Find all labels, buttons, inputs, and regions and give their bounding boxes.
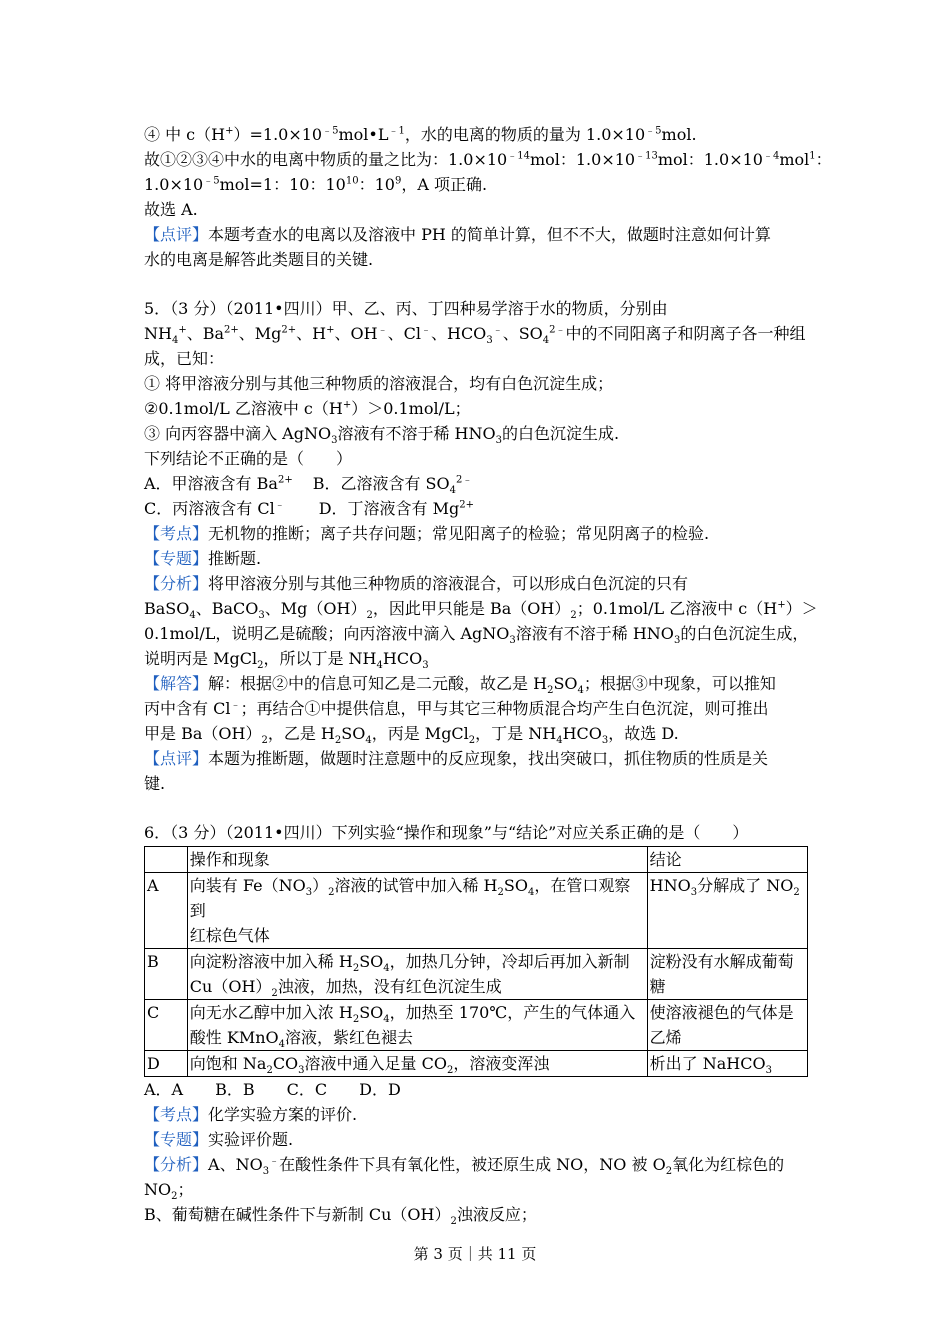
page-content bbox=[144, 122, 832, 1228]
text-line: 故①②③④中水的电离中物质的量之比为：$1.0\times 10^{﹣14}mol$：$1.0\times 10^{﹣13}mol$：$1.0\times 10^{﹣4}mol^1$： bbox=[144, 150, 832, 169]
text-line: ④ 中 $c(H^+)=1.0\times 10^{﹣5}mol•L^{﹣1}$，水的电离的物质的量为 $1.0\times 10^{﹣5}mol$. bbox=[144, 125, 697, 144]
text-line: B、葡萄糖在碱性条件下与新制 $Cu(OH)_2$浊液反应； bbox=[144, 1205, 537, 1228]
zhuanti-line: 【专题】实验评价题. bbox=[144, 1130, 294, 1149]
text-line: ① 将甲溶液分别与其他三种物质的溶液混合，均有白色沉淀生成； bbox=[144, 374, 614, 393]
text-line: 甲是 $Ba(OH)_2$，乙是 $H_2SO_4$，丙是 MgCl$_2$，丁是 $NH_4HCO_3$，故选 D. bbox=[144, 724, 679, 747]
option-a: A．甲溶液含有 $Ba^{2+}$ bbox=[144, 474, 293, 493]
jieda-line: 【解答】解：根据②中的信息可知乙是二元酸，故乙是 $H_2SO_4$；根据③中现象，可以推知 bbox=[144, 674, 776, 697]
text-line: 下列结论不正确的是（ ） bbox=[144, 449, 353, 468]
option-row: A．A B．B C．C D．D bbox=[144, 1080, 401, 1099]
header-conclusion: 结论 bbox=[647, 847, 807, 873]
table-row: D 向饱和 $Na_2CO_3$溶液中通入足量 $CO_2$，溶液变浑浊 析出了 NaHCO$_3$ bbox=[145, 1051, 808, 1077]
zhuanti-line: 【专题】推断题. bbox=[144, 549, 262, 568]
text-line: 丙中含有 Cl﹣；再结合①中提供信息，甲与其它三种物质混合均产生白色沉淀，则可推出 bbox=[144, 699, 769, 718]
fenxi-line: 【分析】将甲溶液分别与其他三种物质的溶液混合，可以形成白色沉淀的只有 bbox=[144, 574, 689, 593]
text-line: 键. bbox=[144, 774, 166, 793]
experiment-table bbox=[144, 846, 808, 1077]
option-row bbox=[144, 471, 808, 496]
comment-tag: 【点评】 bbox=[144, 225, 209, 244]
text-line: 0.1mol/L，说明乙是硫酸；向丙溶液中滴入 AgNO$_3$溶液有不溶于稀 $HNO_3$的白色沉淀生成， bbox=[144, 624, 809, 647]
option-b: B．乙溶液含有 $SO_4^{2﹣}$ bbox=[312, 474, 473, 497]
text-line: BaSO$_4$、BaCO$_3$、$Mg(OH)_2$，因此甲只能是 $Ba(OH)_2$；0.1mol/L 乙溶液中 c（H+）＞ bbox=[144, 599, 818, 622]
table-header-row bbox=[145, 847, 808, 873]
fenxi-line: 【分析】A、$NO_3^﹣$在酸性条件下具有氧化性，被还原生成 NO，NO 被 $O_2$氧化为红棕色的 bbox=[144, 1155, 785, 1178]
text-line: $NO_2$； bbox=[144, 1180, 194, 1203]
option-c: C．丙溶液含有 Cl﹣ bbox=[144, 499, 285, 518]
answer-line: 故选 A. bbox=[144, 200, 198, 219]
text-line: $NH_4^+$、$Ba^{2+}$、$Mg^{2+}$、H+、OH﹣、Cl﹣、$HCO_3^﹣$、$SO_4^{2﹣}$中的不同阳离子和阴离子各一种组 bbox=[144, 324, 806, 347]
text-line: 说明丙是 MgCl$_2$，所以丁是 $NH_4HCO_3$ bbox=[144, 649, 429, 672]
text-line: $1.0\times 10^{﹣5}mol=1$：10：$10^{10}$：$10^9$，A 项正确. bbox=[144, 175, 488, 194]
option-d: D．丁溶液含有 $Mg^{2+}$ bbox=[318, 499, 474, 518]
table-row: C 向无水乙醇中加入浓 $H_2SO_4$，加热至 170℃，产生的气体通入 酸性 KMnO$_4$溶液，紫红色褪去 使溶液褪色的气体是 乙烯 bbox=[145, 1000, 808, 1051]
text-line: ②0.1mol/L 乙溶液中 c（H+）＞0.1mol/L； bbox=[144, 399, 471, 418]
header-operation: 操作和现象 bbox=[187, 847, 647, 873]
text-line: ③ 向丙容器中滴入 AgNO$_3$溶液有不溶于稀 $HNO_3$的白色沉淀生成. bbox=[144, 424, 620, 447]
question-5-title: 5．（3 分）（2011•四川）甲、乙、丙、丁四种易学溶于水的物质，分别由 bbox=[144, 299, 668, 318]
comment-line: 水的电离是解答此类题目的关键. bbox=[144, 250, 374, 269]
table-row: A 向装有 $Fe(NO_3)_2$溶液的试管中加入稀 $H_2SO_4$，在管口观察到 红棕色气体 $HNO_3$分解成了 $NO_2$ bbox=[145, 873, 808, 949]
kaodian-line: 【考点】无机物的推断；离子共存问题；常见阳离子的检验；常见阴离子的检验. bbox=[144, 524, 710, 543]
kaodian-line: 【考点】化学实验方案的评价. bbox=[144, 1105, 358, 1124]
table-row: B 向淀粉溶液中加入稀 $H_2SO_4$，加热几分钟，冷却后再加入新制 $Cu(OH)_2$浊液，加热，没有红色沉淀生成 淀粉没有水解成葡萄 糖 bbox=[145, 949, 808, 1000]
dianping-line: 【点评】本题为推断题，做题时注意题中的反应现象，找出突破口，抓住物质的性质是关 bbox=[144, 749, 769, 768]
option-row bbox=[144, 496, 808, 521]
text-line: 成，已知： bbox=[144, 349, 225, 368]
page-footer: 第 3 页｜共 11 页 bbox=[413, 1245, 537, 1263]
comment-line: 【点评】本题考查水的电离以及溶液中 PH 的简单计算，但不不大，做题时注意如何计算 bbox=[144, 225, 771, 244]
question-6-title: 6．（3 分）（2011•四川）下列实验“操作和现象”与“结论”对应关系正确的是（ ） bbox=[144, 823, 749, 842]
